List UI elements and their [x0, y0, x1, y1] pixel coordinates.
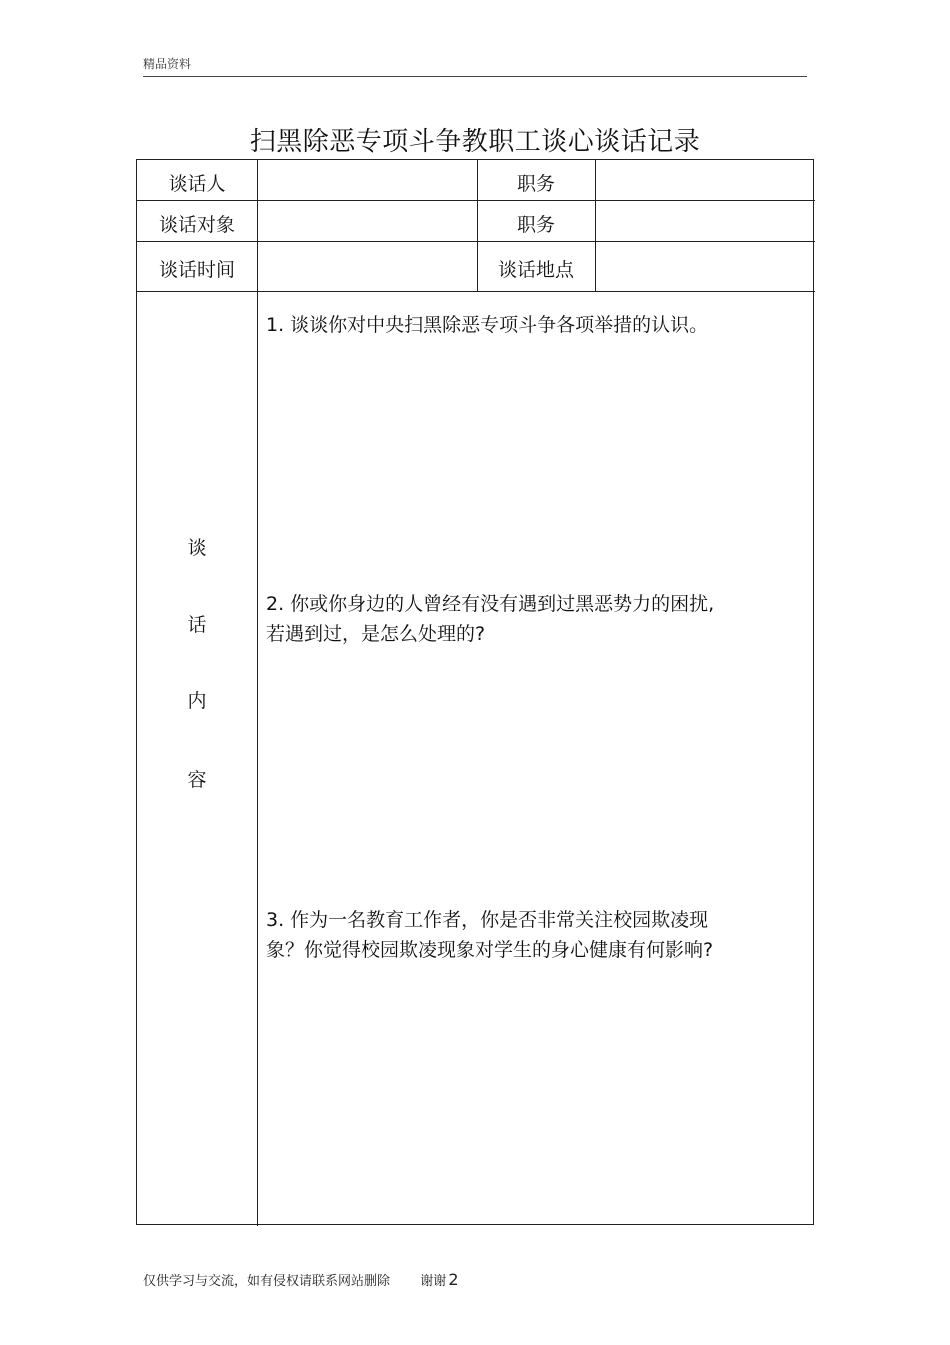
row-divider-3: [137, 291, 815, 292]
content-label-char-4: 容: [187, 769, 207, 791]
question-1: [266, 310, 796, 340]
talk-time-label: 谈话时间: [158, 259, 235, 281]
interviewee-position-field[interactable]: [596, 201, 814, 241]
page-footer: [143, 1270, 459, 1289]
document-title: 扫黑除恶专项斗争教职工谈心谈话记录: [249, 127, 701, 157]
header-rule: [143, 76, 807, 77]
talker-position-label: 职务: [516, 173, 555, 195]
footer-thanks: 谢谢: [420, 1274, 447, 1289]
content-label-char-2: 话: [187, 614, 207, 636]
col-divider-1: [257, 160, 258, 1226]
content-label-char-1: 谈: [187, 537, 207, 559]
talker-label: 谈话人: [168, 173, 226, 195]
talk-location-label: 谈话地点: [497, 259, 574, 281]
interviewee-label: 谈话对象: [158, 214, 235, 236]
talk-time-field[interactable]: [258, 242, 477, 291]
question-1-line-1: 1. 谈谈你对中央扫黑除恶专项斗争各项举措的认识。: [266, 314, 709, 336]
question-2-line-2: 若遇到过，是怎么处理的?: [266, 623, 486, 645]
question-3-line-1: 3. 作为一名教育工作者，你是否非常关注校园欺凌现: [266, 909, 709, 931]
talker-field[interactable]: [258, 160, 477, 200]
question-3: [266, 905, 796, 965]
interviewee-field[interactable]: [258, 201, 477, 241]
footer-disclaimer: 仅供学习与交流，如有侵权请联系网站删除: [143, 1274, 391, 1289]
question-3-line-2: 象？你觉得校园欺凌现象对学生的身心健康有何影响?: [266, 939, 714, 961]
question-2: [266, 589, 796, 649]
interviewee-position-label: 职务: [516, 214, 555, 236]
page-number: 2: [448, 1270, 459, 1289]
content-label-char-3: 内: [187, 690, 207, 712]
question-2-line-1: 2. 你或你身边的人曾经有没有遇到过黑恶势力的困扰,: [266, 593, 715, 615]
page-header: 精品资料: [143, 57, 192, 71]
talk-record-form: [136, 159, 814, 1225]
talker-position-field[interactable]: [596, 160, 814, 200]
talk-location-field[interactable]: [596, 242, 814, 291]
